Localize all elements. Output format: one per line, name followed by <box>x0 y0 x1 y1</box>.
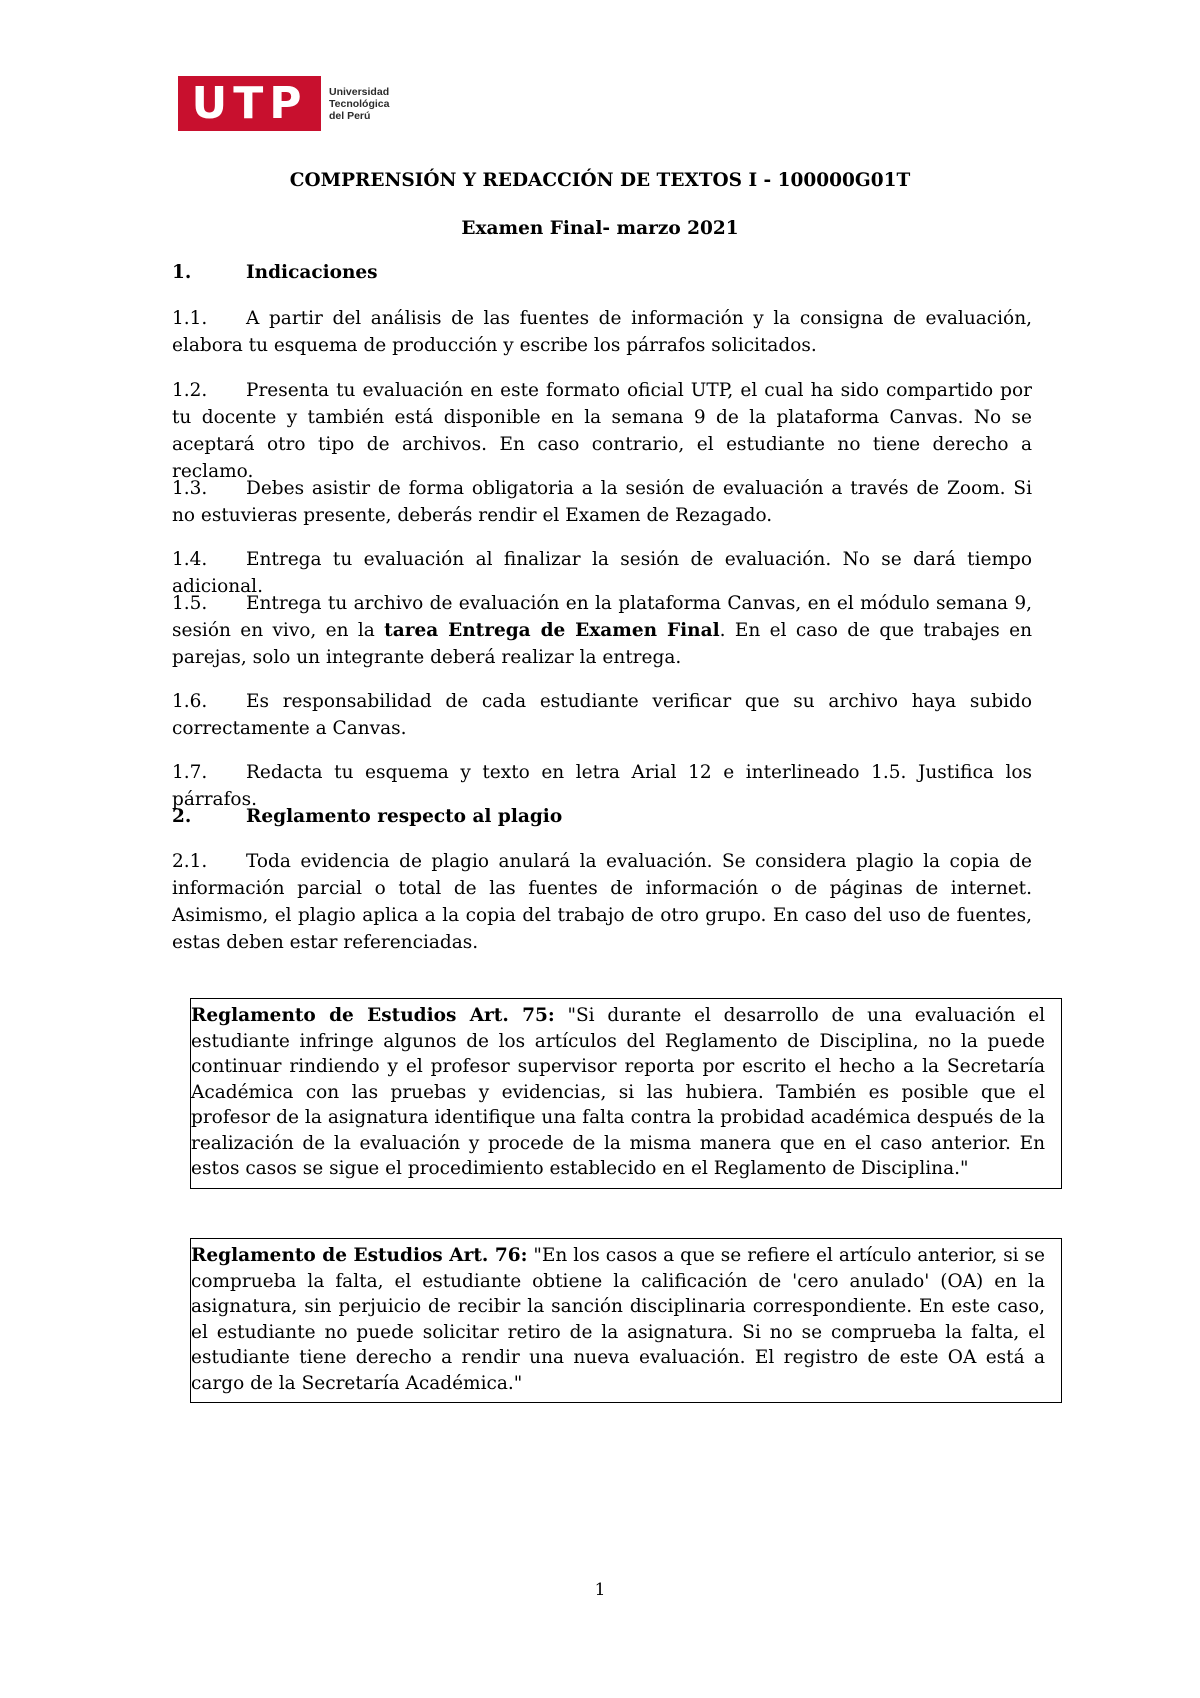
indication-1-7 <box>172 759 1032 813</box>
item-text: Redacta tu esquema y texto en letra Arial 12 e interlineado 1.5. Justifica los párrafos. <box>172 762 1032 810</box>
item-text: Presenta tu evaluación en este formato oficial UTP, el cual ha sido compartido por tu docente y también está disponible en la semana 9 de la plataforma Canvas. No se aceptará otro tipo de archivos. En caso contrario, el estudiante no tiene derecho a reclamo. <box>172 380 1032 482</box>
page-number: 1 <box>594 1580 606 1600</box>
utp-logo <box>178 76 389 131</box>
section-heading-indicaciones <box>172 262 378 283</box>
indication-1-1 <box>172 305 1032 359</box>
item-text: Debes asistir de forma obligatoria a la sesión de evaluación a través de Zoom. Si no estuvieras presente, deberás rendir el Examen de Rezagado. <box>172 478 1032 526</box>
rule-text: "En los casos a que se refiere el artículo anterior, si se comprueba la falta, el estudiante obtiene la calificación de 'cero anulado' (OA) en la asignatura, sin perjuicio de recibir la sanción disciplinaria correspondiente. En este caso, el estudiante no puede solicitar retiro de la asignatura. Si no se comprueba la falta, el estudiante tiene derecho a rendir una nueva evaluación. El registro de este OA está a cargo de la Secretaría Académica." <box>191 1245 1045 1394</box>
rule-title: Reglamento de Estudios Art. 75: <box>191 1005 555 1026</box>
rule-text: "Si durante el desarrollo de una evaluación el estudiante infringe algunos de los artículos del Reglamento de Disciplina, no la puede continuar rindiendo y el profesor supervisor reporta por escrito el hecho a la Secretaría Académica con las pruebas y evidencias, si las hubiera. También es posible que el profesor de la asignatura identifique una falta contra la probidad académica después de la realización de la evaluación y procede de la misma manera que en el caso anterior. En estos casos se sigue el procedimiento establecido en el Reglamento de Disciplina." <box>191 1005 1046 1179</box>
item-text: Toda evidencia de plagio anulará la evaluación. Se considera plagio la copia de información parcial o total de las fuentes de información o de páginas de internet. Asimismo, el plagio aplica a la copia del trabajo de otro grupo. En caso del uso de fuentes, estas deben estar referenciadas. <box>172 851 1032 953</box>
indication-1-3 <box>172 475 1032 529</box>
utp-logo-text <box>329 86 389 122</box>
indication-1-2 <box>172 377 1032 485</box>
item-text-bold: tarea Entrega de Examen Final <box>384 620 720 641</box>
section-title: Reglamento respecto al plagio <box>246 806 563 827</box>
item-text: A partir del análisis de las fuentes de información y la consigna de evaluación, elabora tu esquema de producción y escribe los párrafos solicitados. <box>172 308 1032 356</box>
rule-box-art-76 <box>190 1238 1062 1403</box>
indication-1-5 <box>172 590 1032 671</box>
item-number: 1.4. <box>172 549 208 570</box>
course-title: COMPRENSIÓN Y REDACCIÓN DE TEXTOS I - 100000G01T <box>289 170 911 191</box>
item-number: 1.7. <box>172 762 208 783</box>
item-number: 1.6. <box>172 691 208 712</box>
item-number: 1.5. <box>172 593 208 614</box>
logo-line-3: del Perú <box>329 109 371 122</box>
item-number: 1.2. <box>172 380 208 401</box>
section-number: 2. <box>172 806 192 827</box>
item-text: Entrega tu evaluación al finalizar la sesión de evaluación. No se dará tiempo adicional. <box>172 549 1032 597</box>
item-text: Es responsabilidad de cada estudiante verificar que su archivo haya subido correctamente a Canvas. <box>172 691 1032 739</box>
rule-title: Reglamento de Estudios Art. 76: <box>191 1245 528 1266</box>
logo-line-1: Universidad <box>329 85 390 98</box>
plagio-2-1 <box>172 848 1032 956</box>
item-text: Entrega tu archivo de evaluación en la plataforma Canvas, en el módulo semana 9, sesión en vivo, en la <box>172 593 1032 641</box>
rule-box-art-75 <box>190 998 1062 1189</box>
logo-line-2: Tecnológica <box>329 97 390 110</box>
exam-title: Examen Final- marzo 2021 <box>461 218 739 239</box>
section-heading-plagio <box>172 806 562 827</box>
item-number: 1.3. <box>172 478 208 499</box>
item-number: 2.1. <box>172 851 208 872</box>
section-number: 1. <box>172 262 192 283</box>
section-title: Indicaciones <box>246 262 378 283</box>
item-number: 1.1. <box>172 308 208 329</box>
indication-1-6 <box>172 688 1032 742</box>
utp-logo-mark: UTP <box>178 76 321 131</box>
item-text: . En el caso de que trabajes en parejas, solo un integrante deberá realizar la entrega. <box>172 620 1032 668</box>
